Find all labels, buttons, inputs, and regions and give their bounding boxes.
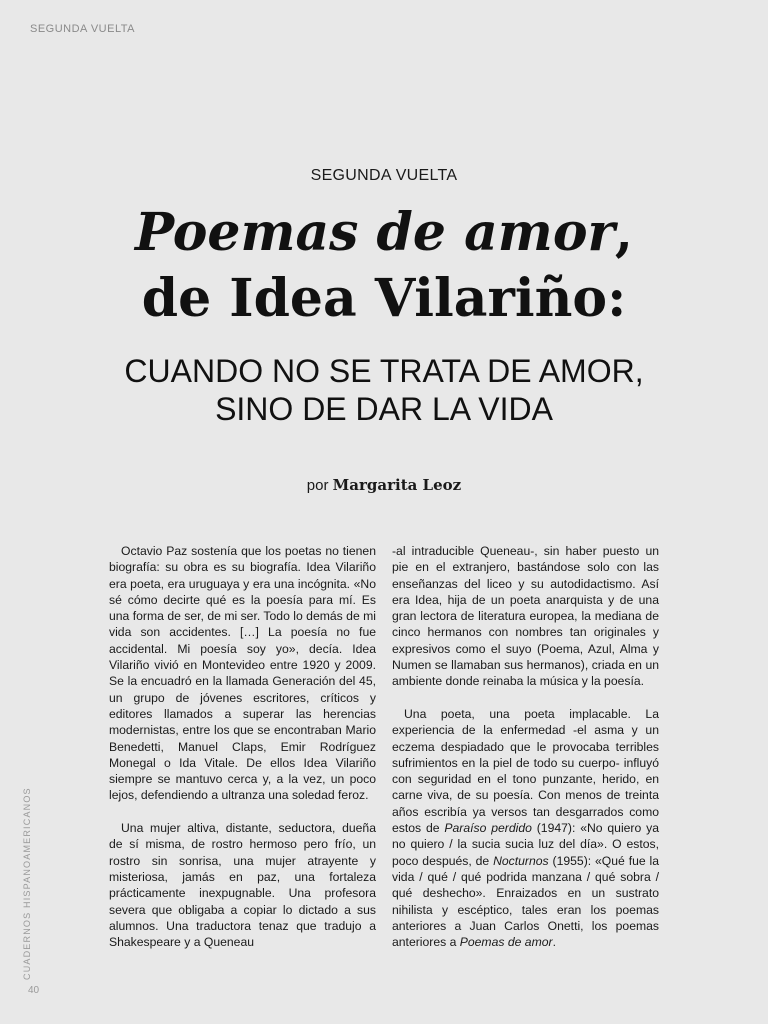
running-head: SEGUNDA VUELTA (30, 23, 136, 35)
text-run: (1955): «Qué fue la vida / qué / qué podrida manzana / qué sobra / qué deshecho». Enraizados en un sustrato nihilista y escéptico, tales eran los poemas anteriores a Juan Carlos Onetti, los poemas anteriores a (392, 853, 660, 950)
book-title: Paraíso perdido (444, 821, 532, 836)
page-number: 40 (28, 985, 40, 996)
article-title (0, 200, 768, 332)
subtitle-line-1: CUANDO NO SE TRATA DE AMOR, (124, 353, 644, 389)
title-line-2: de Idea Vilariño: (141, 268, 627, 329)
byline-prefix: por (306, 477, 329, 494)
paragraph: Una mujer altiva, distante, seductora, dueña de sí misma, de rostro hermoso pero frío, un rostro sin sonrisa, una mujer atrayente y misteriosa, jamás en paz, una fortaleza prácticamente inexpugnable. Una profesora severa que obligaba a copiar lo dictado a sus alumnos. Una traductora tenaz que tradujo a Shakespeare y a Queneau (109, 821, 376, 950)
book-title: Nocturnos (493, 853, 549, 868)
article-subtitle (0, 352, 768, 428)
paragraph: Octavio Paz sostenía que los poetas no tienen biografía: su obra es su biografía. Idea Vilariño era poeta, era uruguaya y era una incógnita. «No sé cómo decirte qué es la poesía para mí. Es una forma de ser, de mi ser. Todo lo demás de mi vida son accidentes. […] La poesía no fue accidental. Mi poesía soy yo», decía. Idea Vilariño vivió en Montevideo entre 1920 y 2009. Se la encuadró en la llamada Generación del 45, un grupo de jóvenes escritores, críticos y editores llamados a superar las herencias modernistas, entre los que se encontraban Mario Benedetti, Manuel Claps, Emir Rodríguez Monegal o Ida Vitale. De ellos Idea Vilariño siempre se mantuvo cerca y, a la vez, un poco lejos, defendiendo a ultranza una soledad feroz. (109, 544, 376, 803)
subtitle-line-2: SINO DE DAR LA VIDA (215, 391, 553, 427)
book-title: Poemas de amor (459, 935, 553, 950)
text-run: . (552, 935, 556, 950)
body-column-right (392, 543, 659, 967)
body-column-left (109, 543, 376, 967)
title-italic-part: Poemas de amor (134, 202, 615, 263)
text-run: Una poeta, una poeta implacable. La experiencia de la enfermedad -el asma y un eczema despiadado que le provocaba terribles sufrimientos en la piel de todo su cuerpo- influyó con seguridad en el tono punzante, herido, en carne viva, de su poesía. Con menos de treinta años escribía ya versos tan desgarrados como estos de (392, 706, 659, 836)
paragraph (392, 706, 659, 950)
text-run: (1947): «No quiero ya no quiero / la sucia sucia luz del día». O estos, poco después, de (392, 821, 659, 868)
title-comma: , (614, 202, 634, 263)
byline (0, 476, 768, 494)
paragraph: -al intraducible Queneau-, sin haber puesto un pie en el extranjero, bastándose solo con las enseñanzas del liceo y su autodidactismo. Así era Idea, hija de un poeta anarquista y de una gran lectora de literatura europea, la mediana de cinco hermanos con nombres tan originales y expresivos como el suyo (Poema, Azul, Alma y Numen se llamaban sus hermanos), criada en un ambiente donde reinaba la música y la poesía. (392, 544, 659, 689)
magazine-side-label: CUADERNOS HISPANOAMERICANOS (22, 787, 32, 980)
section-label: SEGUNDA VUELTA (310, 167, 458, 184)
author-name: Margarita Leoz (332, 476, 462, 494)
